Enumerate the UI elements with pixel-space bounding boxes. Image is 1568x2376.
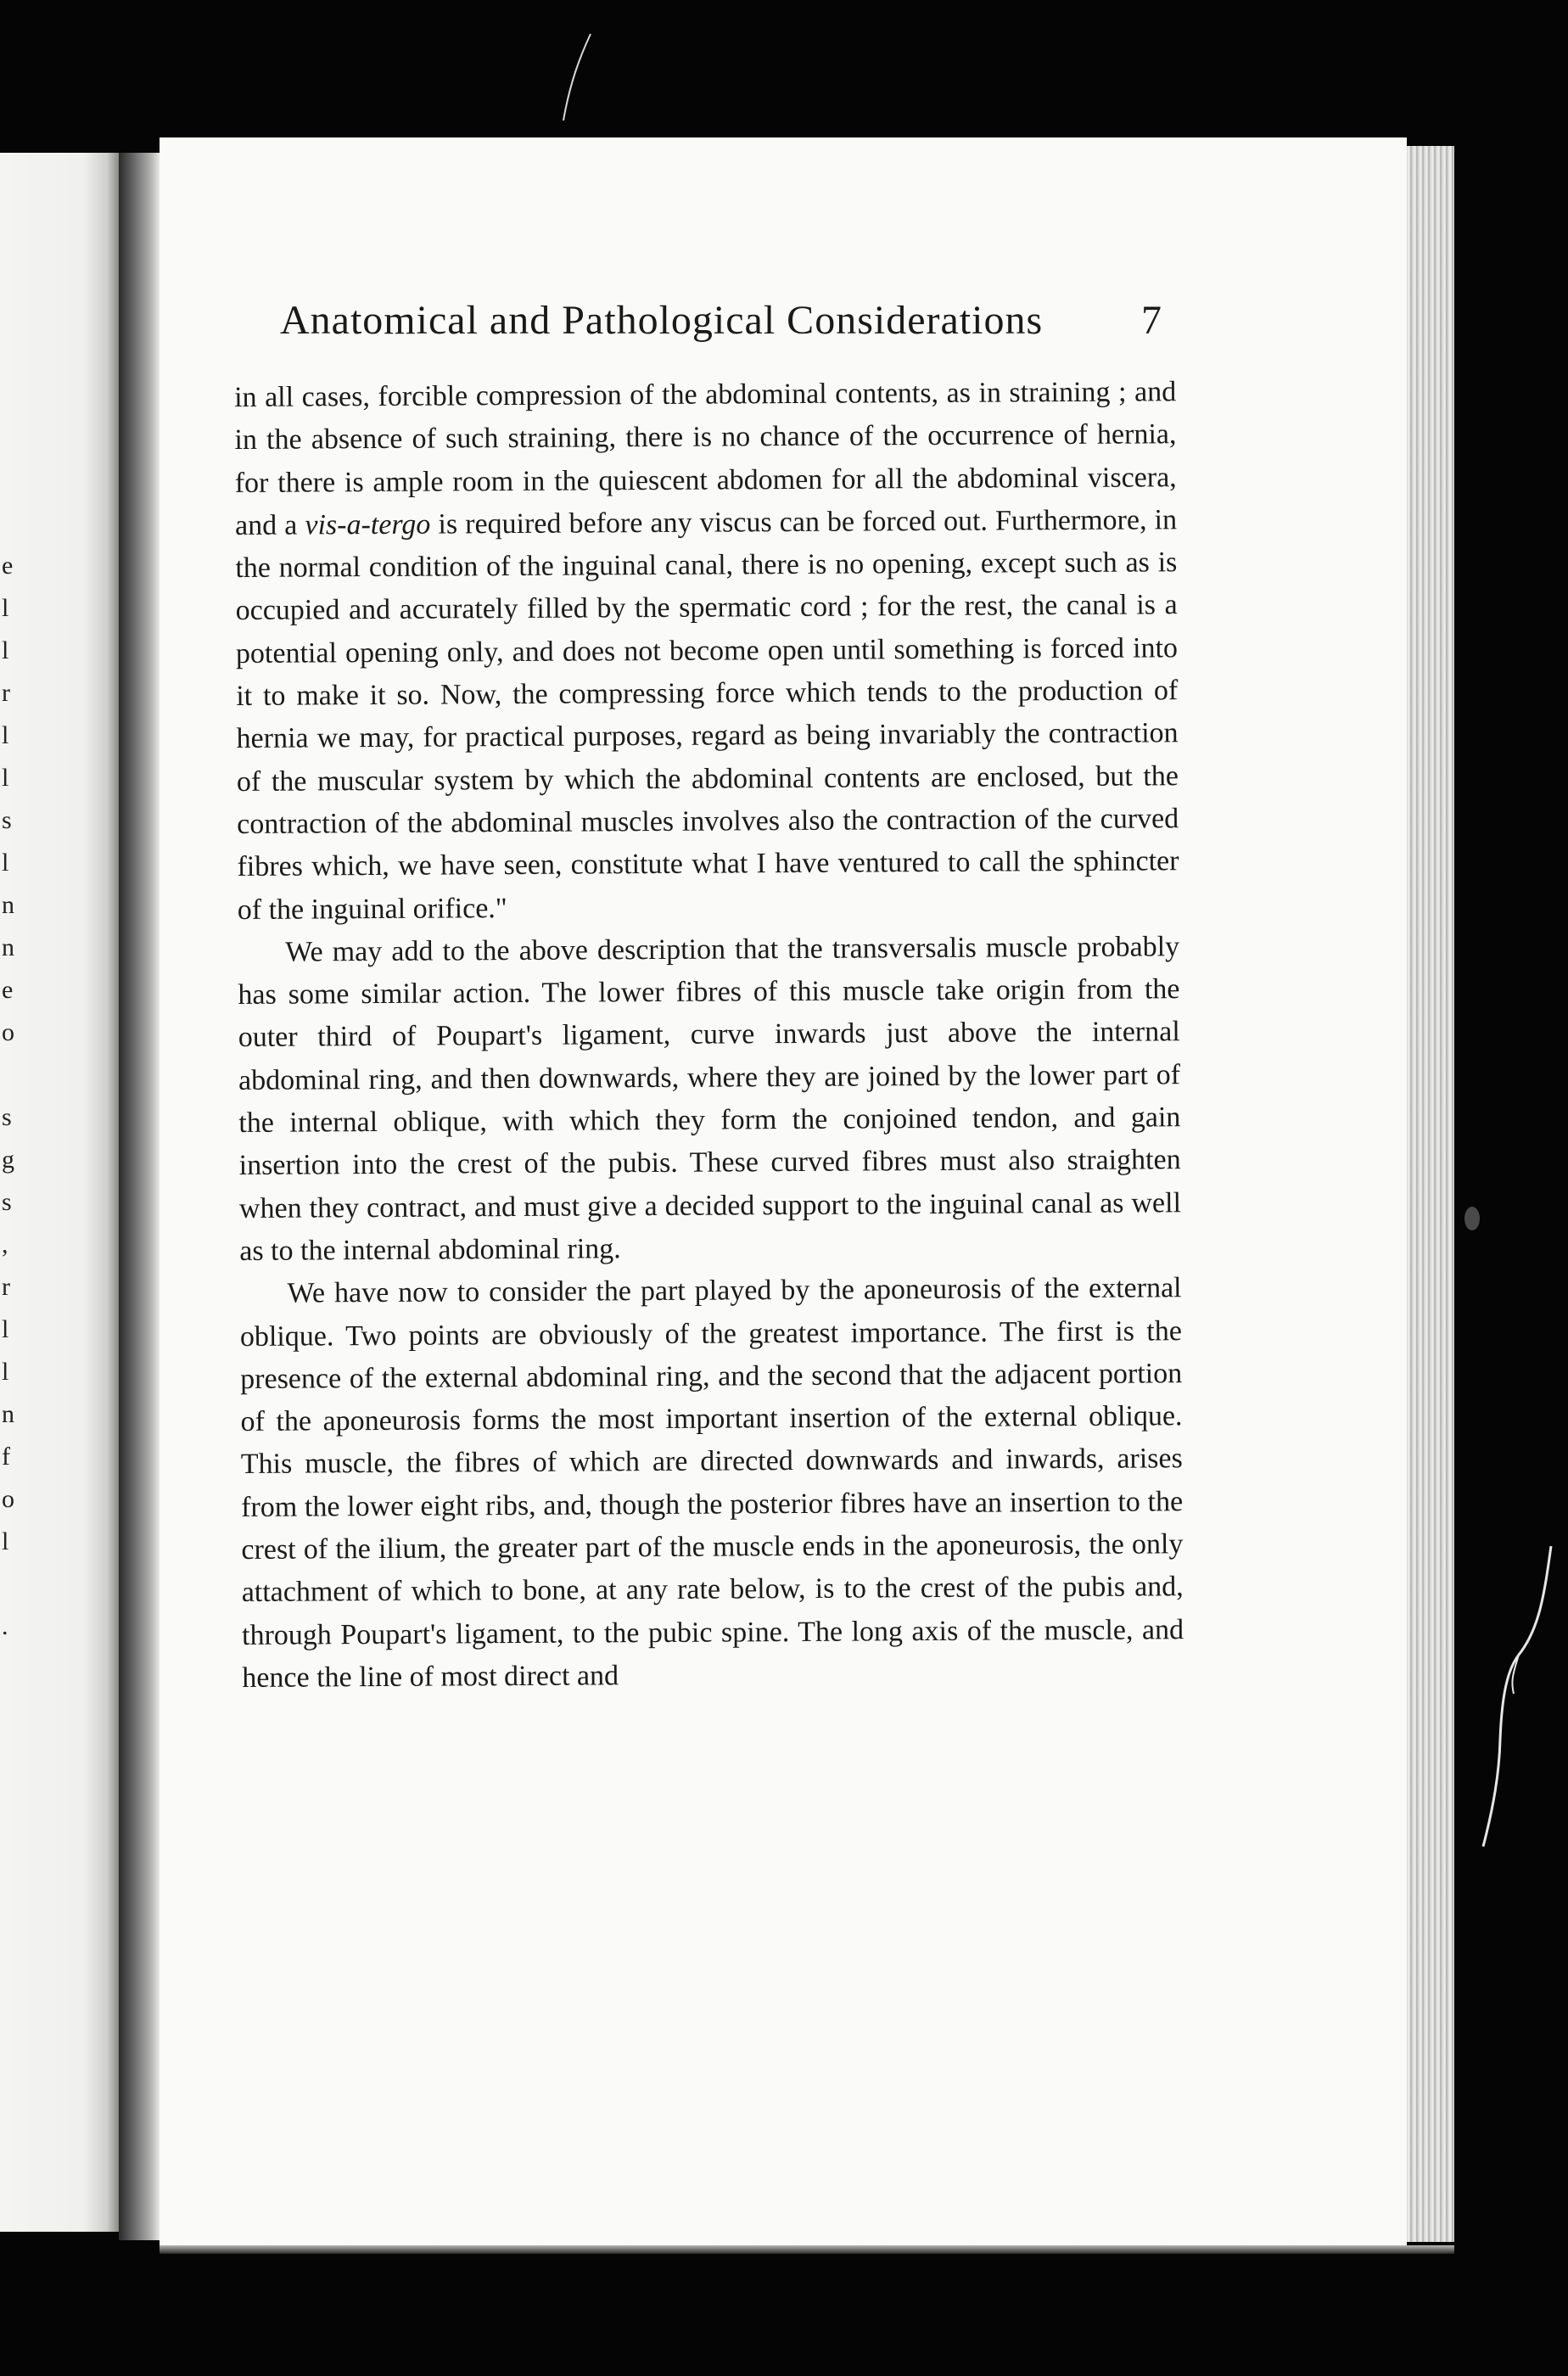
facing-page-edge xyxy=(0,153,119,2232)
edge-char: n xyxy=(2,891,14,919)
edge-char: e xyxy=(2,976,14,1004)
edge-char: l xyxy=(2,721,9,749)
running-head-title: Anatomical and Pathological Considerations xyxy=(280,298,1044,343)
edge-char: o xyxy=(2,1485,14,1513)
edge-char: l xyxy=(2,594,9,622)
edge-char: o xyxy=(2,1018,14,1046)
edge-char: l xyxy=(2,849,9,877)
paragraph: We may add to the above description that the transversalis muscle probably has some similar action. The lower fibres of this muscle take origin from the outer third of Poupart's ligament, curve inwards just above the internal abdominal ring, and then downwards, where they are joined by the lower part of the internal oblique, with which they form the conjoined tendon, and gain insertion into the crest of the pubis. These curved fibres must also straighten when they contract, and must give a decided support to the inguinal canal as well as to the internal abdominal ring. xyxy=(238,931,1182,1267)
edge-char: e xyxy=(2,552,14,580)
edge-char: f xyxy=(2,1443,10,1471)
edge-char: r xyxy=(2,679,10,707)
edge-char: l xyxy=(2,1527,9,1555)
film-scratch-mark xyxy=(560,31,594,124)
edge-char: s xyxy=(2,1188,12,1216)
running-head xyxy=(280,297,1162,365)
edge-char: l xyxy=(2,1358,9,1386)
edge-char: l xyxy=(2,764,9,792)
paragraph: We have now to consider the part played by the aponeurosis of the external oblique. Two points are obviously of the greatest importance. The first is the presence of the external abdominal ring, and the second that the adjacent portion of the aponeurosis forms the most important insertion of the external oblique. This muscle, the fibres of which are directed downwards and inwards, arises from the lower eight ribs, and, though the posterior fibres have an insertion to the crest of the ilium, the greater part of the muscle ends in the aponeurosis, the only attachment of which to bone, at any rate below, is to the crest of the pubis and, through Poupart's ligament, to the pubic spine. The long axis of the muscle, and hence the line of most direct and xyxy=(239,1272,1184,1694)
edge-char: . xyxy=(2,1612,8,1640)
edge-char: s xyxy=(2,1103,12,1131)
latin-term: vis-a-tergo xyxy=(305,508,431,541)
edge-char: g xyxy=(2,1146,14,1174)
page-bottom-edge xyxy=(160,2245,1454,2254)
edge-char: l xyxy=(2,1315,9,1343)
paragraph-text: is required before any viscus can be forced out. Furthermore, in the normal condition of the inguinal canal, there is no opening, except such as is occupied and accurately filled by the spermatic cord ; for the rest, the canal is a potential opening only, and does not become open until something is forced into it to make it so. Now, the compressing force which tends to the production of hernia we may, for practical purposes, regard as being invariably the contraction of the muscular system by which the abdominal contents are enclosed, but the contraction of the abdominal muscles involves also the contraction of the curved fibres which, we have seen, constitute what I have ventured to call the sphincter of the inguinal orifice." xyxy=(235,504,1179,926)
paragraph-text: in all cases, forcible compression of the abdominal contents, as in straining ; and in the absence of such straining, there is no chance of the occurrence of hernia, for there is ample room in the quiescent abdomen for all the abdominal viscera, and a xyxy=(234,376,1177,541)
edge-char: n xyxy=(2,1400,14,1428)
page-number: 7 xyxy=(1141,298,1162,343)
film-hair-mark xyxy=(1476,1544,1561,1850)
page-stack-edges xyxy=(1407,146,1454,2242)
edge-char: , xyxy=(2,1230,8,1258)
edge-char: r xyxy=(2,1273,10,1301)
edge-char: l xyxy=(2,636,9,664)
page-clip-mark xyxy=(1461,1203,1483,1234)
edge-char: s xyxy=(2,806,12,834)
edge-char: n xyxy=(2,933,14,961)
paragraph xyxy=(234,371,1179,932)
body-text xyxy=(234,371,1184,1700)
book-gutter-shadow xyxy=(119,153,160,2240)
